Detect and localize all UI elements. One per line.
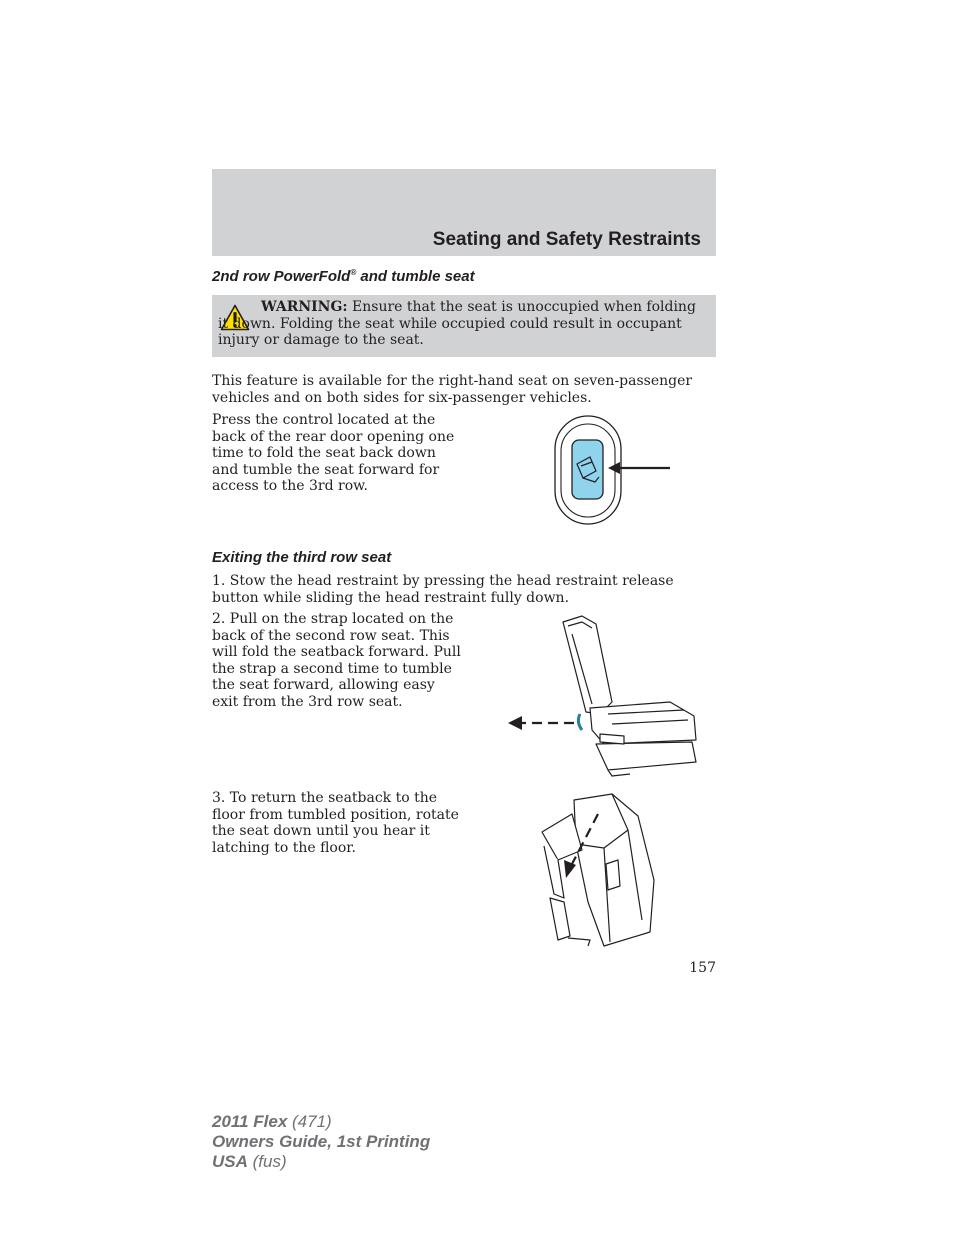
warning-body: Ensure that the seat is unoccupied when folding it down. Folding the seat while occupied could result in occupant injury or damage to the seat.: [218, 299, 696, 348]
step-2-paragraph: 2. Pull on the strap located on the back of the second row seat. This will fold the seatback forward. Pull the strap a second time to tumble the seat forward, allowing easy exit from the 3rd row seat.: [212, 611, 461, 710]
forward-arrow-icon: [508, 716, 522, 730]
availability-paragraph: This feature is available for the right-hand seat on seven-passenger vehicles and on both sides for six-passenger vehicles.: [212, 373, 693, 406]
section-heading-suffix: and tumble seat: [356, 268, 475, 285]
strap-icon: [578, 714, 582, 730]
footer-line-model: [212, 1112, 430, 1132]
page-title: Seating and Safety Restraints: [432, 229, 701, 250]
footer-line-market: [212, 1152, 430, 1172]
tumbled-seat-illustration: [530, 790, 660, 950]
warning-label: WARNING:: [261, 299, 348, 315]
powerfold-control-illustration: [540, 410, 680, 530]
press-control-paragraph: Press the control located at the back of the rear door opening one time to fold the seat back down and tumble the seat forward for access to the 3rd row.: [212, 412, 455, 494]
section-heading-powerfold: [212, 268, 475, 285]
page-number: 157: [689, 960, 716, 976]
header-band: [212, 169, 716, 256]
footer-line-guide: [212, 1132, 430, 1152]
rotate-down-arrow-icon: [564, 860, 576, 878]
section-heading-exiting: Exiting the third row seat: [212, 549, 392, 566]
footer: [212, 1112, 430, 1172]
step-1-paragraph: 1. Stow the head restraint by pressing the head restraint release button while sliding the head restraint fully down.: [212, 573, 674, 606]
second-row-seat-illustration: [500, 610, 705, 780]
section-heading-text: 2nd row PowerFold: [212, 268, 351, 285]
footer-model-code: (471): [287, 1112, 332, 1131]
footer-guide: Owners Guide, 1st Printing: [212, 1132, 431, 1151]
footer-model: 2011 Flex: [212, 1112, 288, 1131]
step-3-paragraph: 3. To return the seatback to the floor from tumbled position, rotate the seat down until you hear it latching to the floor.: [212, 790, 459, 856]
footer-market-code: (fus): [247, 1152, 287, 1171]
registered-mark: ®: [350, 268, 357, 277]
warning-text: [218, 299, 704, 349]
footer-market: USA: [212, 1152, 248, 1171]
warning-box: [212, 295, 716, 357]
